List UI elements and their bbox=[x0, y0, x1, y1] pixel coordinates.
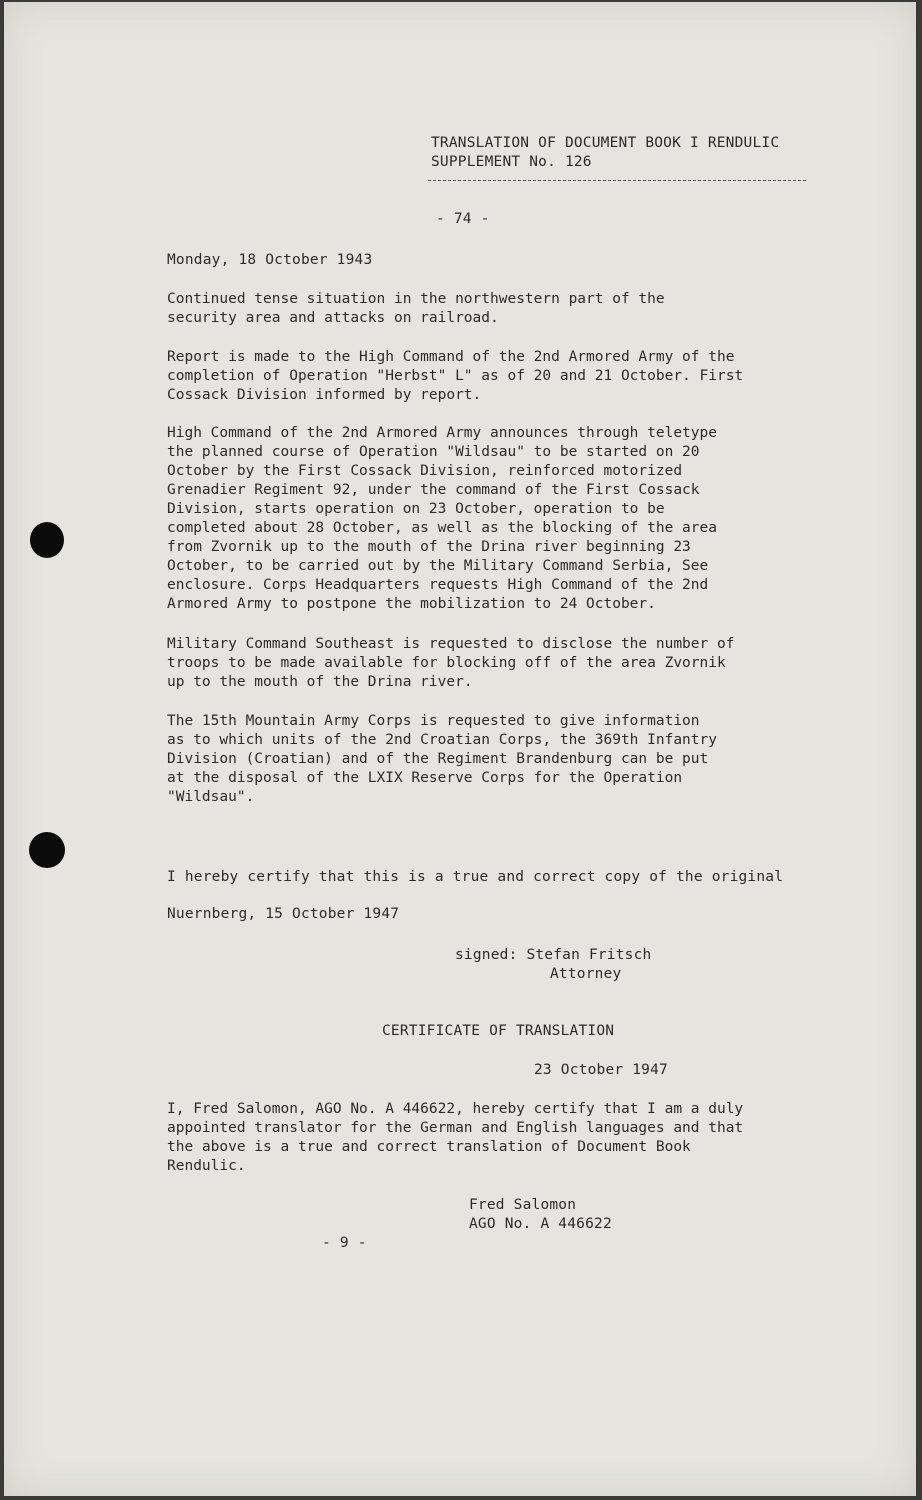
paragraph-line: "Wildsau". bbox=[167, 789, 255, 805]
paragraph-line: troops to be made available for blocking off of the area Zvornik bbox=[167, 655, 726, 671]
paragraph-line: Armored Army to postpone the mobilization to 24 October. bbox=[167, 596, 656, 612]
paragraph-line: October, to be carried out by the Military Command Serbia, See bbox=[167, 558, 709, 574]
paragraph-1 bbox=[167, 290, 847, 328]
date-line: Monday, 18 October 1943 bbox=[167, 252, 373, 268]
header-title: TRANSLATION OF DOCUMENT BOOK I RENDULIC bbox=[431, 135, 780, 151]
certification-title: Attorney bbox=[550, 966, 622, 982]
translator-name: Fred Salomon bbox=[469, 1197, 577, 1213]
document-page bbox=[4, 2, 916, 1496]
paragraph-line: Continued tense situation in the northwestern part of the bbox=[167, 291, 665, 307]
paragraph-line: Cossack Division informed by report. bbox=[167, 387, 482, 403]
paragraph-3 bbox=[167, 424, 847, 614]
punch-hole-upper bbox=[30, 522, 64, 558]
punch-hole-lower bbox=[29, 832, 65, 868]
certificate-body bbox=[167, 1100, 847, 1176]
paragraph-2 bbox=[167, 348, 847, 405]
certification-signed: signed: Stefan Fritsch bbox=[455, 947, 652, 963]
paragraph-line: Report is made to the High Command of the 2nd Armored Army of the bbox=[167, 349, 735, 365]
certificate-date: 23 October 1947 bbox=[534, 1062, 668, 1078]
paragraph-line: High Command of the 2nd Armored Army announces through teletype bbox=[167, 425, 717, 441]
certificate-line: I, Fred Salomon, AGO No. A 446622, hereby certify that I am a duly bbox=[167, 1101, 744, 1117]
translator-ago: AGO No. A 446622 bbox=[469, 1216, 612, 1232]
paragraph-line: October by the First Cossack Division, reinforced motorized bbox=[167, 463, 683, 479]
certificate-line: the above is a true and correct translation of Document Book bbox=[167, 1139, 691, 1155]
paragraph-line: up to the mouth of the Drina river. bbox=[167, 674, 473, 690]
paragraph-line: Division, starts operation on 23 October, operation to be bbox=[167, 501, 665, 517]
paragraph-line: as to which units of the 2nd Croatian Corps, the 369th Infantry bbox=[167, 732, 717, 748]
paragraph-line: from Zvornik up to the mouth of the Drina river beginning 23 bbox=[167, 539, 691, 555]
paragraph-line: completed about 28 October, as well as the blocking of the area bbox=[167, 520, 717, 536]
header-supplement: SUPPLEMENT No. 126 bbox=[431, 154, 592, 170]
certificate-line: appointed translator for the German and English languages and that bbox=[167, 1120, 744, 1136]
paragraph-line: The 15th Mountain Army Corps is requested to give information bbox=[167, 713, 700, 729]
paragraph-line: enclosure. Corps Headquarters requests High Command of the 2nd bbox=[167, 577, 709, 593]
paragraph-line: security area and attacks on railroad. bbox=[167, 310, 499, 326]
page-number-bottom: - 9 - bbox=[322, 1235, 367, 1251]
paragraph-line: the planned course of Operation "Wildsau" to be started on 20 bbox=[167, 444, 700, 460]
certificate-line: Rendulic. bbox=[167, 1158, 246, 1174]
paragraph-line: completion of Operation "Herbst" L" as of 20 and 21 October. First bbox=[167, 368, 744, 384]
paragraph-line: at the disposal of the LXIX Reserve Corps for the Operation bbox=[167, 770, 683, 786]
paragraph-line: Division (Croatian) and of the Regiment Brandenburg can be put bbox=[167, 751, 709, 767]
certificate-heading: CERTIFICATE OF TRANSLATION bbox=[382, 1023, 615, 1039]
paragraph-4 bbox=[167, 635, 847, 692]
paragraph-line: Military Command Southeast is requested to disclose the number of bbox=[167, 636, 735, 652]
paragraph-5 bbox=[167, 712, 847, 807]
paragraph-line: Grenadier Regiment 92, under the command of the First Cossack bbox=[167, 482, 700, 498]
certification-place-date: Nuernberg, 15 October 1947 bbox=[167, 906, 400, 922]
header-rule bbox=[428, 180, 806, 181]
certification-statement: I hereby certify that this is a true and correct copy of the original bbox=[167, 869, 784, 885]
page-number-top: - 74 - bbox=[436, 211, 490, 227]
